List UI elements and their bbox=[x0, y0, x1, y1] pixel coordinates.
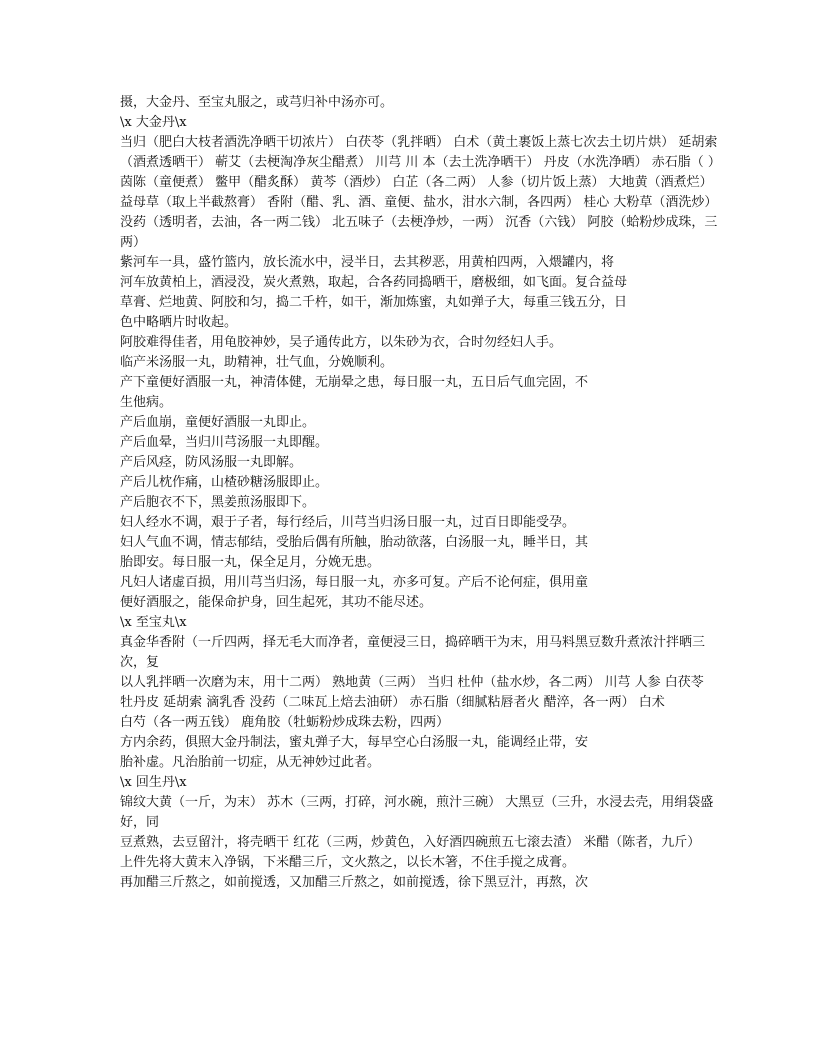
section-heading: \x 至宝丸\x bbox=[120, 615, 187, 630]
document-page bbox=[120, 93, 720, 893]
text-line: （酒煮透晒干） 蕲艾（去梗淘净灰尘醋煮） 川芎 川 本（去土洗净晒干） 丹皮（水洗净晒） 赤石脂（ ） bbox=[120, 155, 721, 170]
text-line: 以人乳拌晒一次磨为末，用十二两） 熟地黄（三两） 当归 杜仲（盐水炒，各二两） 川芎 人参 白茯苓 bbox=[120, 675, 704, 690]
text-line: 紫河车一具，盛竹篮内，放长流水中，浸半日，去其秽恶，用黄柏四两，入煨罐内，将 bbox=[120, 255, 615, 270]
text-line: 河车放黄柏上，酒浸没，炭火煮熟，取起，合各药同捣晒干，磨极细，如飞面。复合益母 bbox=[120, 275, 628, 290]
text-line: 色中略晒片时收起。 bbox=[120, 315, 238, 330]
text-line: 产后风痉，防风汤服一丸即解。 bbox=[120, 455, 303, 470]
text-line: 产下童便好酒服一丸，神清体健，无崩晕之患，每日服一丸，五日后气血完固，不 bbox=[120, 375, 589, 390]
text-line: 豆煮熟，去豆留汁，将壳晒干 红花（三两，炒黄色，入好酒四碗煎五七滚去渣） 米醋（陈者，九斤） bbox=[120, 835, 701, 850]
text-line: 妇人经水不调，艰于子者，每行经后，川芎当归汤日服一丸，过百日即能受孕。 bbox=[120, 515, 576, 530]
text-line: 胎补虚。凡治胎前一切症，从无神妙过此者。 bbox=[120, 755, 381, 770]
text-line: 再加醋三斤熬之，如前搅透，又加醋三斤熬之，如前搅透，徐下黑豆汁，再熬，次 bbox=[120, 875, 589, 890]
text-line: 白芍（各一两五钱） 鹿角胶（牡蛎粉炒成珠去粉，四两） bbox=[120, 715, 450, 730]
text-line: 妇人气血不调，情志郁结，受胎后偶有所触，胎动欲落，白汤服一丸，睡半日，其 bbox=[120, 535, 589, 550]
text-line: 摄，大金丹、至宝丸服之，或芎归补中汤亦可。 bbox=[120, 95, 394, 110]
text-line: 产后胞衣不下，黑姜煎汤服即下。 bbox=[120, 495, 316, 510]
text-line: 锦纹大黄（一斤，为末） 苏木（三两，打碎，河水碗，煎汁三碗） 大黑豆（三升，水浸去壳，用绢袋盛好，同 bbox=[120, 795, 714, 830]
text-line: 凡妇人诸虚百损，用川芎当归汤，每日服一丸，亦多可复。产后不论何症，俱用童 bbox=[120, 575, 589, 590]
text-line: 阿胶难得佳者，用龟胶神妙，吴子通传此方，以朱砂为衣，合时勿经妇人手。 bbox=[120, 335, 563, 350]
text-line: 没药（透明者，去油，各一两二钱） 北五味子（去梗净炒，一两） 沉香（六钱） 阿胶（蛤粉炒成珠，三两） bbox=[120, 215, 718, 250]
text-line: 茵陈（童便煮） 鳖甲（醋炙酥） 黄芩（酒炒） 白芷（各二两） 人参（切片饭上蒸） 大地黄（酒煮烂） bbox=[120, 175, 713, 190]
section-heading: \x 回生丹\x bbox=[120, 775, 187, 790]
text-line: 产后儿枕作痛，山楂砂糖汤服即止。 bbox=[120, 475, 329, 490]
text-line: 产后血崩，童便好酒服一丸即止。 bbox=[120, 415, 316, 430]
text-line: 牡丹皮 延胡索 滴乳香 没药（二味瓦上焙去油研） 赤石脂（细腻粘唇者火 醋淬，各一两） 白术 bbox=[120, 695, 665, 710]
text-line: 临产米汤服一丸，助精神，壮气血，分娩顺利。 bbox=[120, 355, 394, 370]
text-line: 草膏、烂地黄、阿胶和匀，捣二千杵，如干，渐加炼蜜，丸如弹子大，每重三钱五分，日 bbox=[120, 295, 628, 310]
text-line: 当归（肥白大枝者酒洗净晒干切浓片） 白茯苓（乳拌晒） 白术（黄土裹饭上蒸七次去土切片烘） 延胡索 bbox=[120, 135, 718, 150]
text-line: 真金华香附（一斤四两，择无毛大而净者，童便浸三日，捣碎晒干为末，用马料黑豆数升煮浓汁拌晒三次，复 bbox=[120, 635, 706, 670]
text-line: 上件先将大黄末入净锅，下米醋三斤，文火熬之，以长木箸，不住手搅之成膏。 bbox=[120, 855, 576, 870]
text-line: 方内余药，俱照大金丹制法，蜜丸弹子大，每早空心白汤服一丸，能调经止带，安 bbox=[120, 735, 589, 750]
section-heading: \x 大金丹\x bbox=[120, 115, 187, 130]
text-line: 产后血晕，当归川芎汤服一丸即醒。 bbox=[120, 435, 329, 450]
text-line: 生他病。 bbox=[120, 395, 173, 410]
text-line: 胎即安。每日服一丸，保全足月，分娩无患。 bbox=[120, 555, 381, 570]
text-line: 便好酒服之，能保命护身，回生起死，其功不能尽述。 bbox=[120, 595, 433, 610]
text-line: 益母草（取上半截熬膏） 香附（醋、乳、酒、童便、盐水，泔水六制，各四两） 桂心 大粉草（酒洗炒） bbox=[120, 195, 718, 210]
